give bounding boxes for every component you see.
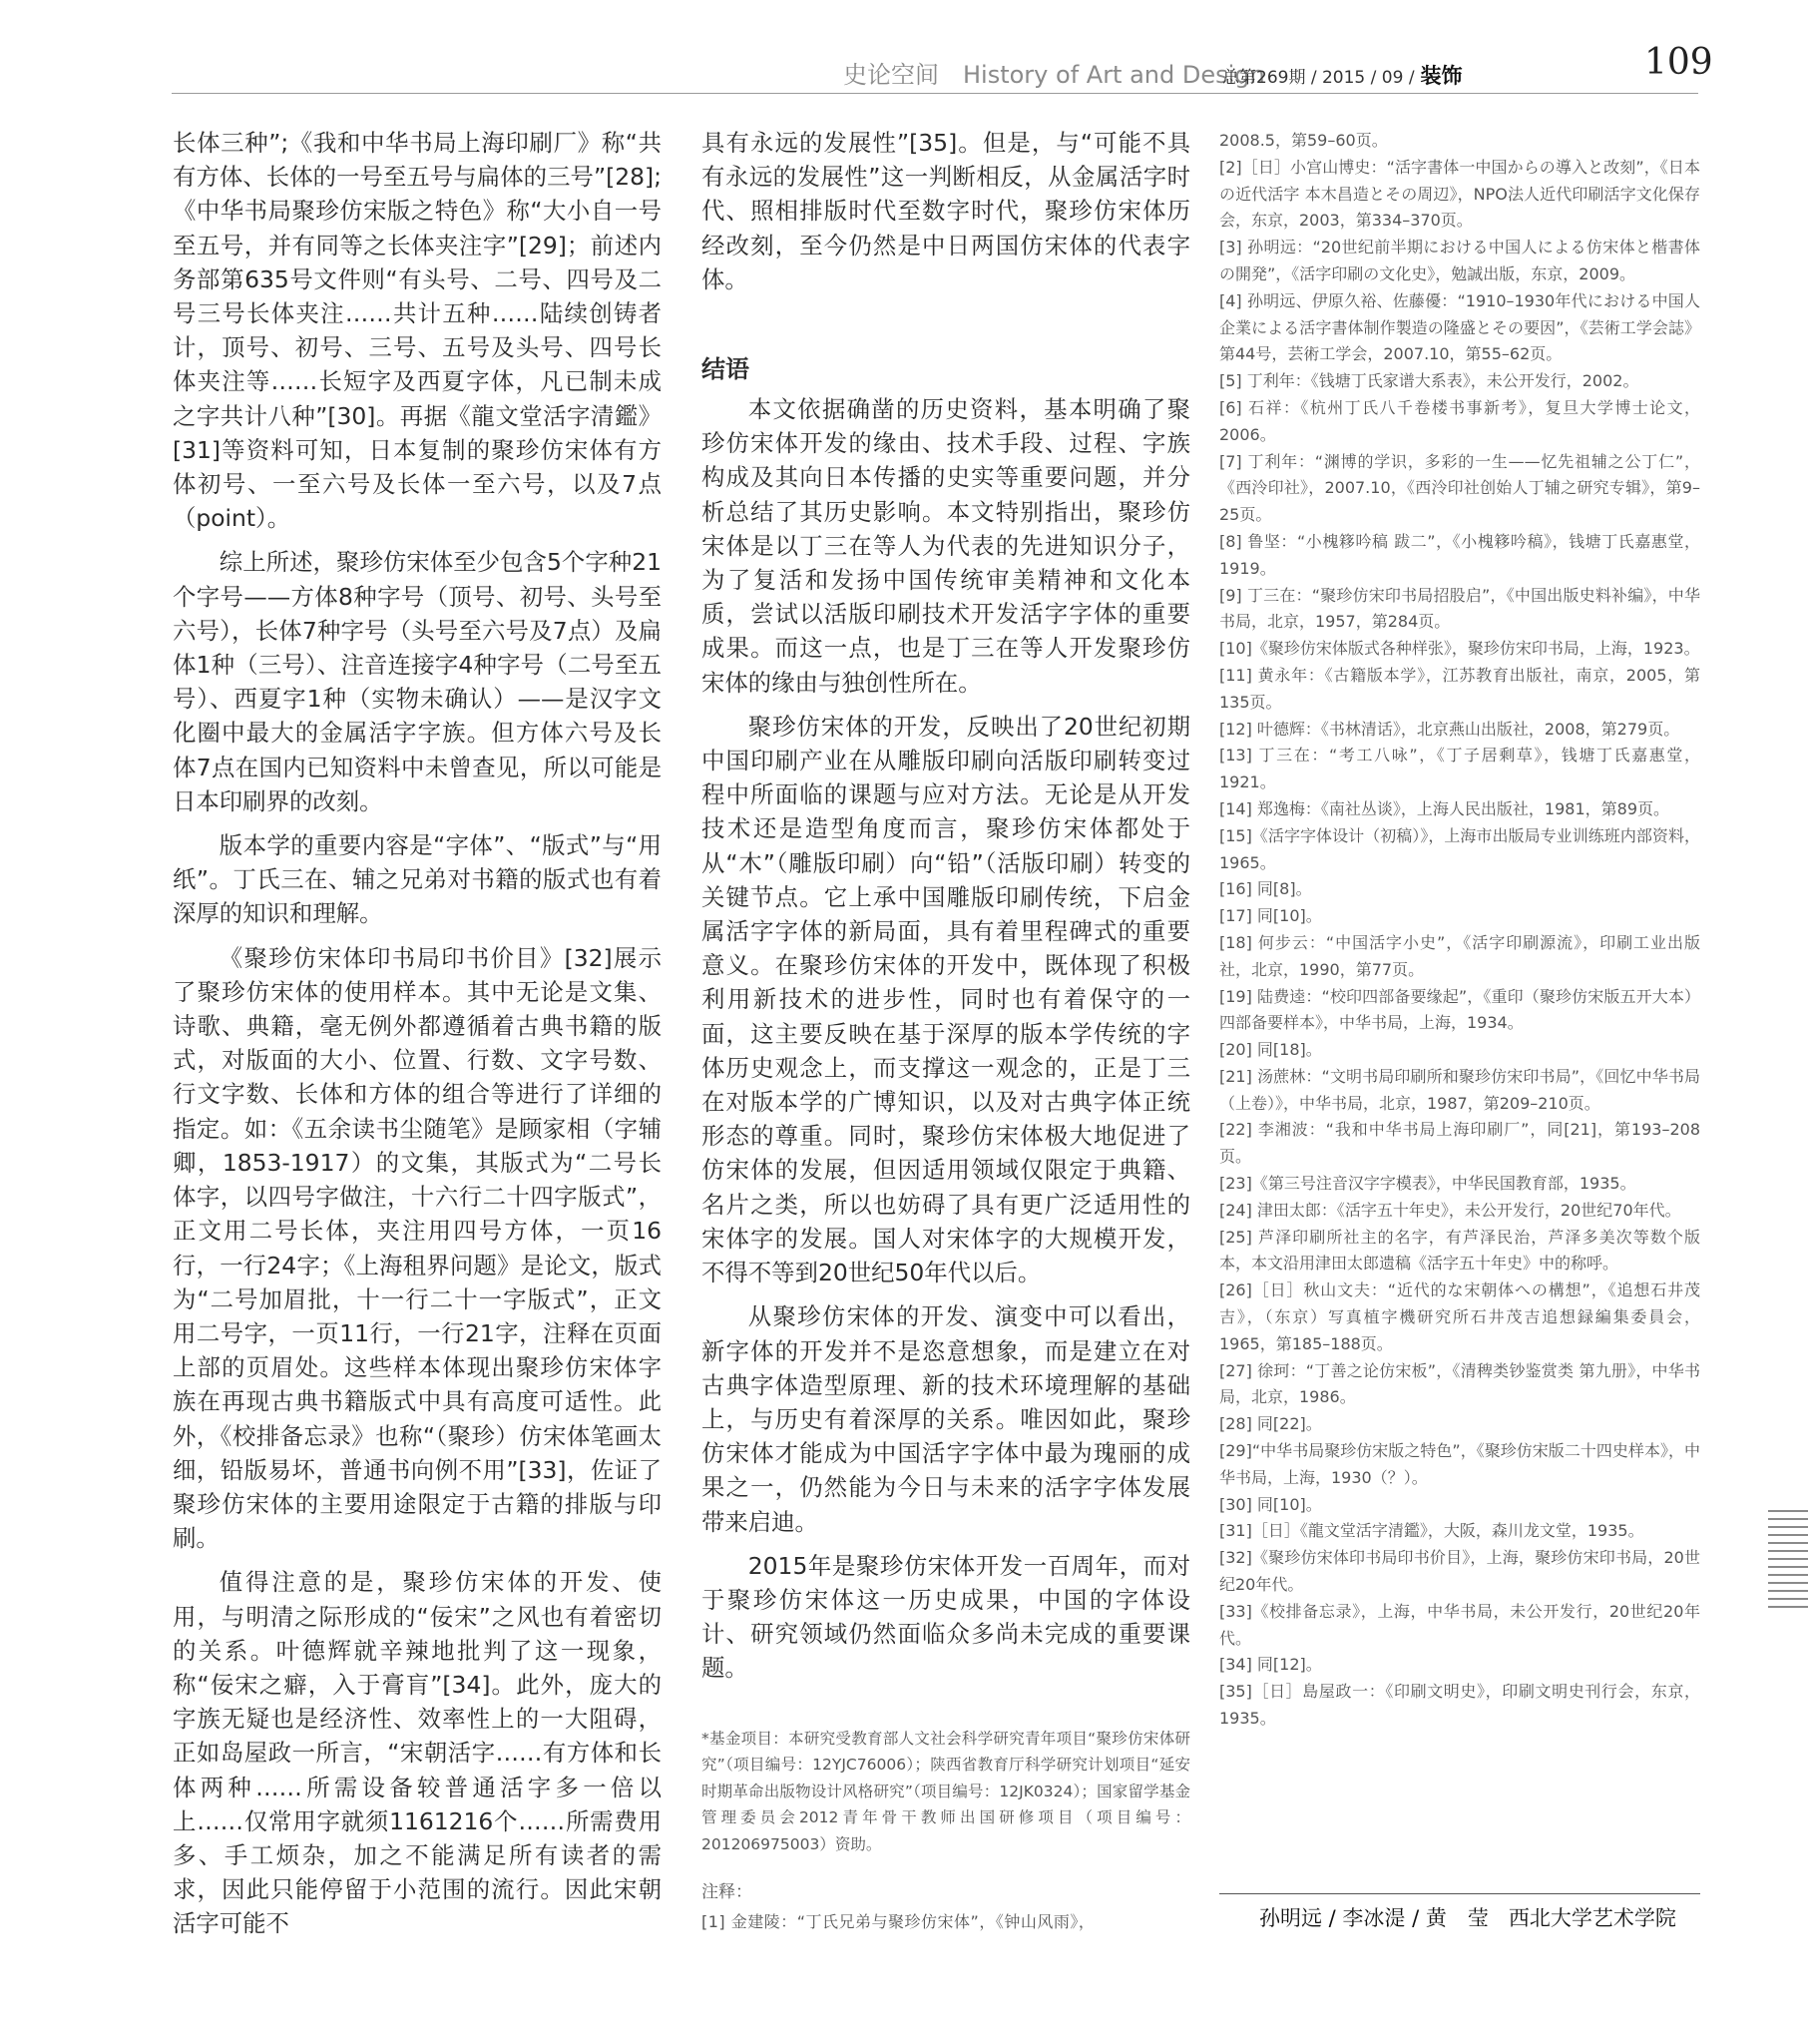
reference-item: [32]《聚珍仿宋体印书局印书价目》，上海，聚珍仿宋印书局，20世纪20年代。 xyxy=(1219,1548,1700,1595)
paragraph: 从聚珍仿宋体的开发、演变中可以看出，新字体的开发并不是恣意想象，而是建立在对古典字体造型原理、新的技术环境理解的基础上，与历史有着深厚的关系。唯因如此，聚珍仿宋体才能成为中国活字字体中最为瑰丽的成果之一，仍然能为今日与未来的活字字体发展带来启迪。 xyxy=(701,1302,1190,1536)
reference-item: [29]“中华书局聚珍仿宋版之特色”，《聚珍仿宋版二十四史样本》，中华书局，上海，1930（？）。 xyxy=(1219,1441,1700,1487)
reference-item: [8] 鲁坚：“小槐簃吟稿 跋二”，《小槐簃吟稿》，钱塘丁氏嘉惠堂，1919。 xyxy=(1219,531,1700,578)
reference-item: [23]《第三号注音汉字字模表》，中华民国教育部，1935。 xyxy=(1219,1174,1636,1194)
reference-item: [26]［日］秋山文夫：“近代的な宋朝体への構想”，《追想石井茂吉》，（东京）写真植字機研究所石井茂吉追想録編集委員会，1965，第185–188页。 xyxy=(1219,1280,1700,1353)
paragraph: 本文依据确凿的历史资料，基本明确了聚珍仿宋体开发的缘由、技术手段、过程、字族构成及其向日本传播的史实等重要问题，并分析总结了其历史影响。本文特别指出，聚珍仿宋体是以丁三在等人为代表的先进知识分子，为了复活和发扬中国传统审美精神和文化本质，尝试以活版印刷技术开发活字字体的重要成果。而这一点，也是丁三在等人开发聚珍仿宋体的缘由与独创性所在。 xyxy=(701,395,1190,697)
funding-note: *基金项目：本研究受教育部人文社会科学研究青年项目“聚珍仿宋体研究”（项目编号：12YJC76006）；陕西省教育厅科学研究计划项目“延安时期革命出版物设计风格研究”（项目编号：12JK0324）；国家留学基金管理委员会2012青年骨干教师出国研修项目（项目编号：201206975003）资助。 xyxy=(701,1729,1190,1853)
reference-item: [5] 丁利年：《钱塘丁氏家谱大系表》，未公开发行，2002。 xyxy=(1219,371,1639,391)
paragraph: 2015年是聚珍仿宋体开发一百周年，而对于聚珍仿宋体这一历史成果，中国的字体设计、研究领域仍然面临众多尚未完成的重要课题。 xyxy=(701,1551,1190,1683)
reference-item: [16] 同[8]。 xyxy=(1219,879,1312,899)
reference-item: [13] 丁三在：“考工八咏”，《丁子居剩草》，钱塘丁氏嘉惠堂，1921。 xyxy=(1219,746,1700,792)
reference-item: [1] 金建陵：“丁氏兄弟与聚珍仿宋体”，《钟山风雨》， xyxy=(701,1912,1096,1932)
section-heading-conclusion: 结语 xyxy=(701,355,749,384)
page-number: 109 xyxy=(1644,42,1713,83)
reference-item: [7] 丁利年：“渊博的学识，多彩的一生——忆先祖辅之公丁仁”，《西泠印社》，2007.10，《西泠印社创始人丁辅之研究专辑》，第9–25页。 xyxy=(1219,451,1700,525)
reference-item: [28] 同[22]。 xyxy=(1219,1414,1322,1434)
paragraph: 具有永远的发展性”[35]。但是，与“可能不具有永远的发展性”这一判断相反，从金属活字时代、照相排版时代至数字时代，聚珍仿宋体历经改刻，至今仍然是中日两国仿宋体的代表字体。 xyxy=(701,129,1190,293)
reference-item: [4] 孙明远、伊原久裕、佐藤優：“1910–1930年代における中国人企業による活字書体制作製造の隆盛とその要因”，《芸術工学会誌》第44号，芸術工学会，2007.10，第55–62页。 xyxy=(1219,290,1700,364)
reference-item: 2008.5，第59–60页。 xyxy=(1219,131,1388,150)
reference-item: [11] 黄永年：《古籍版本学》，江苏教育出版社，南京，2005，第135页。 xyxy=(1219,665,1700,712)
reference-item: [30] 同[10]。 xyxy=(1219,1494,1322,1514)
paragraph: 聚珍仿宋体的开发，反映出了20世纪初期中国印刷产业在从雕版印刷向活版印刷转变过程中所面临的课题与应对方法。无论是从开发技术还是造型角度而言，聚珍仿宋体都处于从“木”（雕版印刷）向“铅”（活版印刷）转变的关键节点。它上承中国雕版印刷传统，下启金属活字字体的新局面，具有着里程碑式的重要意义。在聚珍仿宋体的开发中，既体现了积极利用新技术的进步性，同时也有着保守的一面，这主要反映在基于深厚的版本学传统的字体历史观念上，而支撑这一观念的，正是丁三在对版本学的广博知识，以及对古典字体正统形态的尊重。同时，聚珍仿宋体极大地促进了仿宋体的发展，但因适用领域仅限定于典籍、名片之类，所以也妨碍了具有更广泛适用性的宋体字的发展。国人对宋体字的大规模开发，不得不等到20世纪50年代以后。 xyxy=(701,712,1190,1287)
notes-title: 注释： xyxy=(701,1882,752,1903)
paragraph: 版本学的重要内容是“字体”、“版式”与“用纸”。丁氏三在、辅之兄弟对书籍的版式也有着深厚的知识和理解。 xyxy=(173,831,662,928)
reference-item: [2]［日］小宫山博史：“活字書体一中国からの導入と改刻”，《日本の近代活字 本木昌造とその周辺》，NPO法人近代印刷活字文化保存会，东京，2003，第334–370页。 xyxy=(1219,157,1700,231)
reference-item: [6] 石祥：《杭州丁氏八千卷楼书事新考》，复旦大学博士论文，2006。 xyxy=(1219,397,1700,444)
article-column-2 xyxy=(701,126,1190,1935)
reference-item: [27] 徐珂：“丁善之论仿宋板”，《清稗类钞鉴赏类 第九册》，中华书局，北京，1986。 xyxy=(1219,1360,1700,1407)
author-rule xyxy=(1219,1893,1700,1894)
running-header-section: 史论空间 History of Art and Design xyxy=(843,61,1265,89)
magazine-logo: 装饰 xyxy=(1420,64,1463,88)
reference-item: [15]《活字字体设计（初稿）》，上海市出版局专业训练班内部资料，1965。 xyxy=(1219,825,1700,872)
reference-item: [25] 芦泽印刷所社主的名字，有芦泽民治，芦泽多美次等数个版本，本文沿用津田太郎遗稿《活字五十年史》中的称呼。 xyxy=(1219,1227,1700,1274)
reference-item: [19] 陆费逵：“校印四部备要缘起”，《重印（聚珍仿宋版五开大本）四部备要样本》，中华书局，上海，1934。 xyxy=(1219,986,1700,1033)
reference-item: [12] 叶德辉：《书林清话》，北京燕山出版社，2008，第279页。 xyxy=(1219,719,1680,739)
reference-item: [9] 丁三在：“聚珍仿宋印书局招股启”，《中国出版史料补编》，中华书局，北京，1957，第284页。 xyxy=(1219,585,1700,632)
reference-item: [21] 汤蔗林：“文明书局印刷所和聚珍仿宋印书局”，《回忆中华书局（上卷）》，中华书局，北京，1987，第209–210页。 xyxy=(1219,1066,1700,1113)
references-list xyxy=(1219,128,1700,1733)
author-affiliation: 西北大学艺术学院 xyxy=(1508,1906,1676,1930)
article-column-1 xyxy=(173,126,662,1941)
reference-item: [22] 李湘波：“我和中华书局上海印刷厂”，同[21]，第193–208页。 xyxy=(1219,1120,1700,1167)
paragraph: 长体三种”;《我和中华书局上海印刷厂》称“共有方体、长体的一号至五号与扁体的三号”[28];《中华书局聚珍仿宋版之特色》称“大小自一号至五号，并有同等之长体夹注字”[29]；前述内务部第635号文件则“有头号、二号、四号及二号三号长体夹注……共计五种……陆续创铸者计，顶号、初号、三号、五号及头号、四号长体夹注等……长短字及西夏字体，凡已制未成之字共计八种”[30]。再据《龍文堂活字清鑑》[31]等资料可知，日本复制的聚珍仿宋体有方体初号、一至六号及长体一至六号，以及7点（point）。 xyxy=(173,129,662,533)
reference-item: [18] 何步云：“中国活字小史”，《活字印刷源流》，印刷工业出版社，北京，1990，第77页。 xyxy=(1219,932,1700,979)
reference-item: [20] 同[18]。 xyxy=(1219,1040,1322,1060)
running-header-issue xyxy=(1222,60,1463,90)
paragraph: 《聚珍仿宋体印书局印书价目》[32]展示了聚珍仿宋体的使用样本。其中无论是文集、诗歌、典籍，毫无例外都遵循着古典书籍的版式，对版面的大小、位置、行数、文字号数、行文字数、长体和方体的组合等进行了详细的指定。如：《五余读书尘随笔》是顾家相（字辅卿，1853-1917）的文集，其版式为“二号长体字，以四号字做注，十六行二十四字版式”，正文用二号长体，夹注用四号方体，一页16行，一行24字；《上海租界问题》是论文，版式为“二号加眉批，十一行二十一字版式”，正文用二号字，一页11行，一行21字，注释在页面上部的页眉处。这些样本体现出聚珍仿宋体字族在再现古典书籍版式中具有高度可适性。此外，《校排备忘录》也称“（聚珍）仿宋体笔画太细，铅版易坏，普通书向例不用”[33]，佐证了聚珍仿宋体的主要用途限定于古籍的排版与印刷。 xyxy=(173,943,662,1553)
header-rule xyxy=(172,93,1698,94)
reference-item: [34] 同[12]。 xyxy=(1219,1655,1322,1675)
reference-item: [10]《聚珍仿宋体版式各种样张》，聚珍仿宋印书局，上海，1923。 xyxy=(1219,639,1700,659)
reference-item: [17] 同[10]。 xyxy=(1219,906,1322,926)
reference-item: [31]［日］《龍文堂活字清鑑》，大阪，森川龙文堂，1935。 xyxy=(1219,1521,1644,1541)
paragraph: 综上所述，聚珍仿宋体至少包含5个字种21个字号——方体8种字号（顶号、初号、头号至六号），长体7种字号（头号至六号及7点）及扁体1种（三号）、注音连接字4种字号（二号至五号）、西夏字1种（实物未确认）——是汉字文化圈中最大的金属活字字族。但方体六号及长体7点在国内已知资料中未曾查见，所以可能是日本印刷界的改刻。 xyxy=(173,548,662,815)
issue-info: 总第269期 / 2015 / 09 / xyxy=(1222,68,1415,88)
author-names: 孙明远 / 李冰湜 / 黄 莹 xyxy=(1259,1906,1489,1930)
reference-item: [35]［日］島屋政一：《印刷文明史》，印刷文明史刊行会，东京，1935。 xyxy=(1219,1682,1700,1729)
reference-item: [24] 津田太郎：《活字五十年史》，未公开发行，20世纪70年代。 xyxy=(1219,1200,1681,1220)
reference-item: [3] 孙明远：“20世纪前半期における中国人による仿宋体と楷書体の開発”，《活字印刷の文化史》，勉誠出版，东京，2009。 xyxy=(1219,238,1700,283)
reference-item: [33]《校排备忘录》，上海，中华书局，未公开发行，20世纪20年代。 xyxy=(1219,1601,1700,1648)
reference-item: [14] 郑逸梅：《南社丛谈》，上海人民出版社，1981，第89页。 xyxy=(1219,798,1670,818)
author-byline xyxy=(1259,1902,1676,1932)
paragraph: 值得注意的是，聚珍仿宋体的开发、使用，与明清之际形成的“佞宋”之风也有着密切的关系。叶德辉就辛辣地批判了这一现象，称“佞宋之癖，入于膏肓”[34]。此外，庞大的字族无疑也是经济性、效率性上的一大阻碍，正如岛屋政一所言，“宋朝活字……有方体和长体两种……所需设备较普通活字多一倍以上……仅常用字就须1161216个……所需费用多、手工烦杂，加之不能满足所有读者的需求，因此只能停留于小范围的流行。因此宋朝活字可能不 xyxy=(173,1568,662,1938)
margin-stripes-decoration xyxy=(1768,1510,1808,1614)
